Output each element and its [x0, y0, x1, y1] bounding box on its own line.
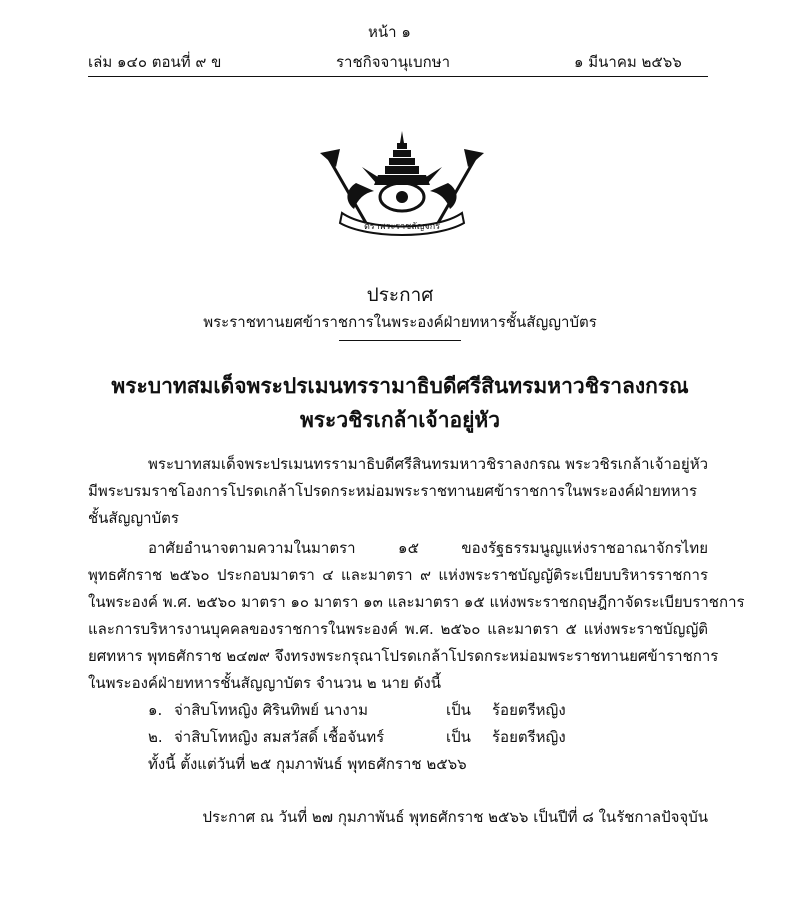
announcement-title: ประกาศ: [366, 284, 434, 306]
page-number: หน้า ๑: [368, 23, 411, 41]
paragraph-2-line-4: และการบริหารงานบุคคลของราชการในพระองค์ พ.ศ. ๒๕๖๐ และมาตรา ๕ แห่งพระราชบัญญัติ: [88, 620, 708, 638]
appointment-1-as: เป็น: [446, 701, 471, 719]
header-rule: [88, 76, 708, 77]
title-rule: [339, 340, 461, 341]
paragraph-2-line-6: ในพระองค์ฝ่ายทหารชั้นสัญญาบัตร จำนวน ๒ นาย ดังนี้: [88, 674, 441, 692]
paragraph-2-line-3: ในพระองค์ พ.ศ. ๒๕๖๐ มาตรา ๑๐ มาตรา ๑๓ และมาตรา ๑๕ แห่งพระราชกฤษฎีกาจัดระเบียบราชการ: [88, 593, 745, 611]
appointment-1-name: จ่าสิบโทหญิง ศิรินทิพย์ นางาม: [174, 701, 369, 719]
king-name-line2: พระวชิรเกล้าเจ้าอยู่หัว: [299, 408, 501, 432]
appointment-1-number: ๑.: [148, 701, 163, 719]
paragraph-2-line-5: ยศทหาร พุทธศักราช ๒๔๗๙ จึงทรงพระกรุณาโปรดเกล้าโปรดกระหม่อมพระราชทานยศข้าราชการ: [88, 647, 719, 665]
paragraph-1-line-1: พระบาทสมเด็จพระปรเมนทรรามาธิบดีศรีสินทรมหาวชิราลงกรณ พระวชิรเกล้าเจ้าอยู่หัว: [148, 455, 709, 473]
signature-date: ประกาศ ณ วันที่ ๒๗ กุมภาพันธ์ พุทธศักราช ๒๕๖๖ เป็นปีที่ ๘ ในรัชกาลปัจจุบัน: [202, 808, 708, 826]
publish-date: ๑ มีนาคม ๒๕๖๖: [574, 53, 682, 71]
paragraph-1-line-2: มีพระบรมราชโองการโปรดเกล้าโปรดกระหม่อมพระราชทานยศข้าราชการในพระองค์ฝ่ายทหาร: [88, 482, 698, 500]
king-name-line1: พระบาทสมเด็จพระปรเมนทรรามาธิบดีศรีสินทรมหาวชิราลงกรณ: [111, 374, 689, 398]
appointment-1-rank: ร้อยตรีหญิง: [492, 701, 566, 719]
paragraph-2-line-1: อาศัยอำนาจตามความในมาตรา ๑๕ ของรัฐธรรมนูญแห่งราชอาณาจักรไทย: [148, 539, 708, 557]
appointment-2-name: จ่าสิบโทหญิง สมสวัสดิ์ เชื้อจันทร์: [174, 728, 385, 746]
appointment-2-as: เป็น: [446, 728, 471, 746]
gazette-name: ราชกิจจานุเบกษา: [336, 53, 451, 71]
appointment-2-rank: ร้อยตรีหญิง: [492, 728, 566, 746]
paragraph-2-line-2: พุทธศักราช ๒๕๖๐ ประกอบมาตรา ๔ และมาตรา ๙ แห่งพระราชบัญญัติระเบียบบริหารราชการ: [88, 566, 708, 584]
announcement-subtitle: พระราชทานยศข้าราชการในพระองค์ฝ่ายทหารชั้นสัญญาบัตร: [203, 313, 597, 331]
effective-date: ทั้งนี้ ตั้งแต่วันที่ ๒๕ กุมภาพันธ์ พุทธศักราช ๒๕๖๖: [148, 755, 467, 773]
appointment-2-number: ๒.: [148, 728, 163, 746]
paragraph-1-line-3: ชั้นสัญญาบัตร: [88, 509, 179, 527]
volume-info: เล่ม ๑๔๐ ตอนที่ ๙ ข: [88, 53, 222, 71]
emblem-ribbon-text: ตราพระราชลัญจกร: [363, 222, 441, 232]
royal-emblem-icon: [318, 127, 486, 239]
